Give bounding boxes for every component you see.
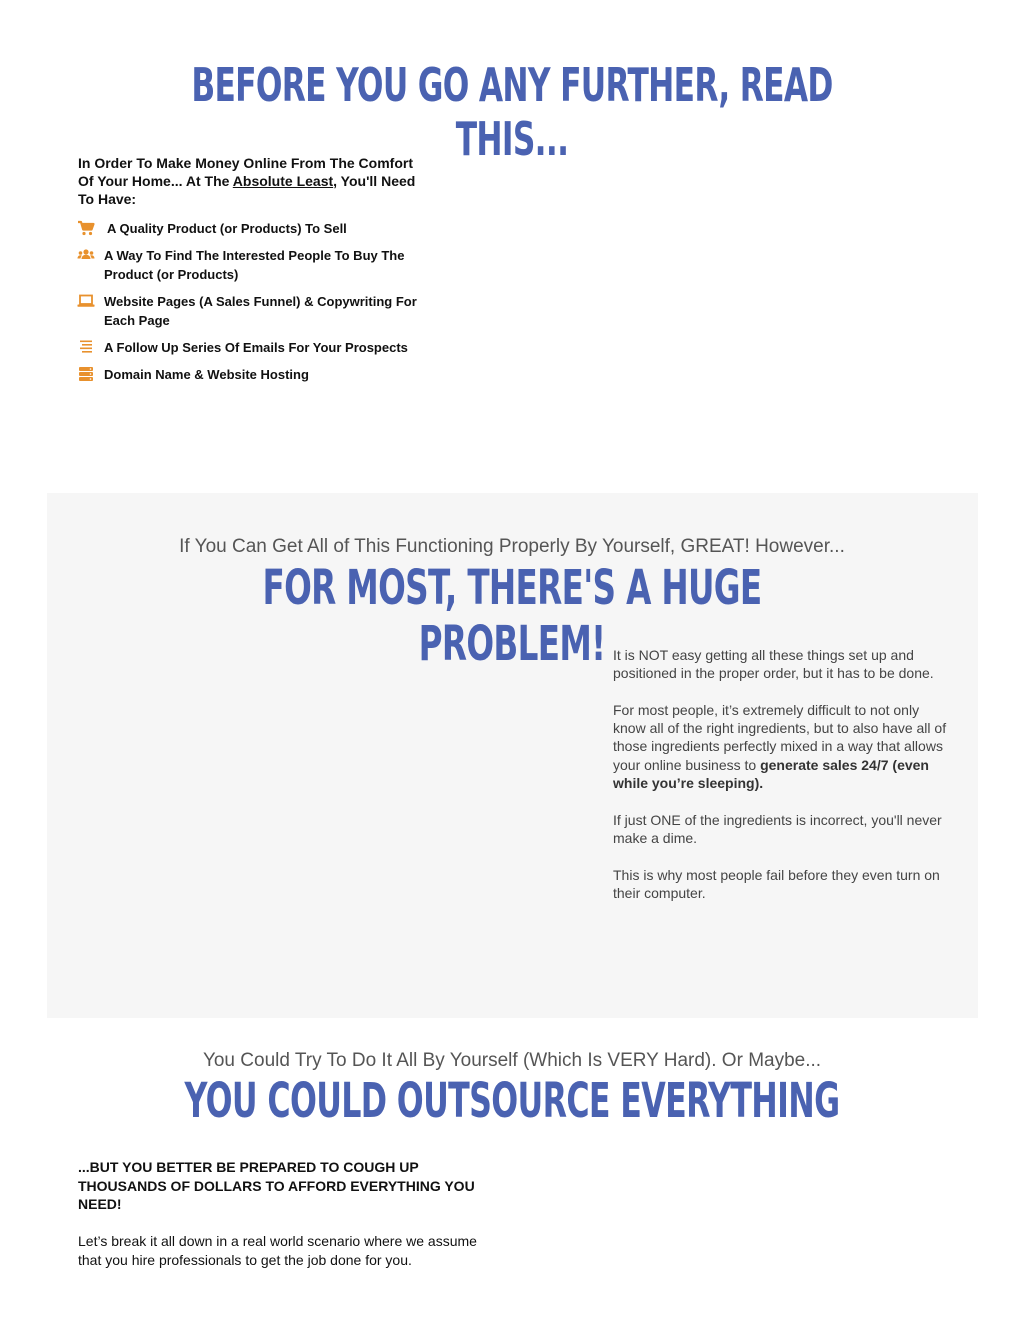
sales-emphasis: generate sales 24/7 (even while you’re sleeping). xyxy=(613,756,929,792)
outsource-text xyxy=(78,1158,488,1288)
list-item xyxy=(77,292,417,330)
problem-paragraph: This is why most people fail before they even turn on their computer. xyxy=(613,866,940,901)
list-item-label: A Way To Find The Interested People To Buy The Product (or Products) xyxy=(104,248,405,282)
absolute-least-text: Absolute Least xyxy=(232,173,334,189)
list-item-label: A Quality Product (or Products) To Sell xyxy=(107,221,347,236)
cart-icon xyxy=(77,220,95,236)
problem-paragraph: If just ONE of the ingredients is incorrect, you'll never make a dime. xyxy=(613,811,942,846)
list-item-label: Domain Name & Website Hosting xyxy=(104,367,309,382)
section1-headline: BEFORE YOU GO ANY FURTHER, READ THIS... xyxy=(191,58,833,166)
outsource-warning: ...BUT YOU BETTER BE PREPARED TO COUGH UP THOUSANDS OF DOLLARS TO AFFORD EVERYTHING YOU NEED! xyxy=(78,1159,475,1212)
requirements-list xyxy=(77,219,417,392)
problem-paragraph: For most people, it’s extremely difficult to not only know all of the right ingredients, but to also have all of those ingredients perfectly mixed in a way that allows your online business to generate sales 24/7 (even while you’re sleeping). xyxy=(613,701,947,792)
list-item xyxy=(77,246,417,284)
list-item-label: Website Pages (A Sales Funnel) & Copywriting For Each Page xyxy=(104,294,417,328)
users-icon xyxy=(77,247,95,263)
list-item-label: A Follow Up Series Of Emails For Your Prospects xyxy=(104,340,408,355)
outsource-paragraph: Let’s break it all down in a real world scenario where we assume that you hire professionals to get the job done for you. xyxy=(78,1233,477,1268)
requirements-intro: In Order To Make Money Online From The Comfort Of Your Home... At The Absolute Least, You'll Need To Have: xyxy=(78,155,416,207)
list-item xyxy=(77,365,417,384)
server-icon xyxy=(77,366,95,382)
section2-headline: FOR MOST, THERE'S A HUGE PROBLEM! xyxy=(262,560,762,672)
section3-subheadline: You Could Try To Do It All By Yourself (Which Is VERY Hard). Or Maybe... xyxy=(202,1050,822,1071)
section3-headline: YOU COULD OUTSOURCE EVERYTHING xyxy=(184,1073,840,1129)
problem-paragraph: It is NOT easy getting all these things set up and positioned in the proper order, but it has to be done. xyxy=(613,647,934,682)
list-icon xyxy=(77,339,95,355)
list-item xyxy=(77,219,417,238)
section2-subheadline: If You Can Get All of This Functioning Properly By Yourself, GREAT! However... xyxy=(179,536,845,557)
problem-text xyxy=(613,646,948,920)
list-item xyxy=(77,338,417,357)
laptop-icon xyxy=(77,293,95,309)
